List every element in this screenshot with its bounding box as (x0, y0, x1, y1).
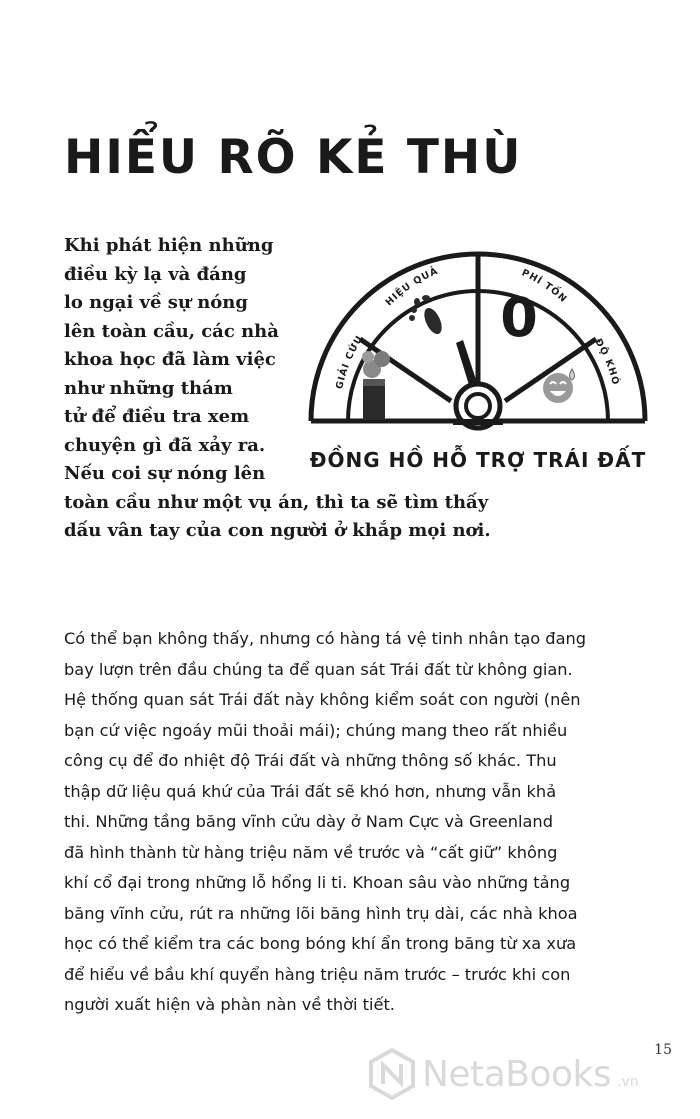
gauge-graphic (308, 226, 648, 446)
body-line: để hiểu về bầu khí quyển hàng triệu năm trước – trước khi con (64, 964, 571, 984)
intro-line: Nếu coi sự nóng lên (64, 463, 266, 484)
body-line: học có thể kiểm tra các bong bóng khí ẩn trong băng từ xa xưa (64, 934, 577, 953)
page-title: HIỂU RÕ KẺ THÙ (64, 130, 523, 185)
watermark (368, 1046, 639, 1102)
gauge-label-effectiveness: HIỆU QUẢ (383, 265, 441, 309)
intro-line: lo ngại về sự nóng (64, 292, 248, 313)
body-line: thi. Những tầng băng vĩnh cửu dày ở Nam Cực và Greenland (64, 812, 553, 831)
intro-line: điều kỳ lạ và đáng (64, 263, 247, 285)
netabooks-logo-icon (368, 1048, 416, 1100)
svg-text:HIỆU QUẢ (384, 265, 441, 309)
gauge-label-difficulty: ĐỘ KHÓ (592, 336, 622, 387)
body-line: Hệ thống quan sát Trái đất này không kiểm soát con người (nên (64, 690, 581, 709)
intro-line: Khi phát hiện những (64, 235, 274, 256)
body-line: công cụ để đo nhiệt độ Trái đất và những thông số khác. Thu (64, 751, 557, 770)
intro-line: toàn cầu như một vụ án, thì ta sẽ tìm thấy (64, 491, 489, 513)
body-line: khí cổ đại trong những lỗ hổng li ti. Khoan sâu vào những tảng (64, 873, 571, 892)
body-line: đã hình thành từ hàng triệu năm về trước và “cất giữ” không (64, 842, 558, 862)
watermark-text: NetaBooks (422, 1053, 612, 1095)
body-line: băng vĩnh cửu, rút ra những lõi băng hình trụ dài, các nhà khoa (64, 903, 578, 923)
page-number: 15 (654, 1042, 672, 1058)
body-line: bay lượn trên đầu chúng ta để quan sát Trái đất từ không gian. (64, 659, 573, 679)
factory-icon (362, 351, 390, 420)
intro-line: như những thám (64, 377, 233, 399)
gauge-label-cost: PHÍ TỐN (519, 267, 570, 306)
gauge-cost-value: 0 (500, 286, 538, 349)
intro-line: lên toàn cầu, các nhà (64, 320, 279, 342)
body-line: Có thể bạn không thấy, nhưng có hàng tá vệ tinh nhân tạo đang (64, 629, 587, 648)
intro-line: tử để điều tra xem (64, 406, 250, 427)
intro-line: chuyện gì đã xảy ra. (64, 434, 266, 456)
svg-text:ĐỘ KHÓ (592, 337, 622, 387)
intro-line: khoa học đã làm việc (64, 349, 276, 370)
intro-line: dấu vân tay của con người ở khắp mọi nơi. (64, 520, 491, 541)
body-line: thập dữ liệu quá khứ của Trái đất sẽ khó hơn, nhưng vẫn khả (64, 781, 557, 801)
gauge-caption: ĐỒNG HỒ HỖ TRỢ TRÁI ĐẤT (309, 448, 647, 472)
body-line: bạn cứ việc ngoáy mũi thoải mái); chúng mang theo rất nhiều (64, 720, 568, 740)
body-line: người xuất hiện và phàn nàn về thời tiết. (64, 995, 395, 1014)
body-paragraph (64, 624, 644, 1021)
earth-support-gauge (308, 226, 648, 496)
watermark-suffix: .vn (617, 1074, 639, 1090)
gauge-label-solution: GIẢI CỨU (334, 333, 366, 391)
